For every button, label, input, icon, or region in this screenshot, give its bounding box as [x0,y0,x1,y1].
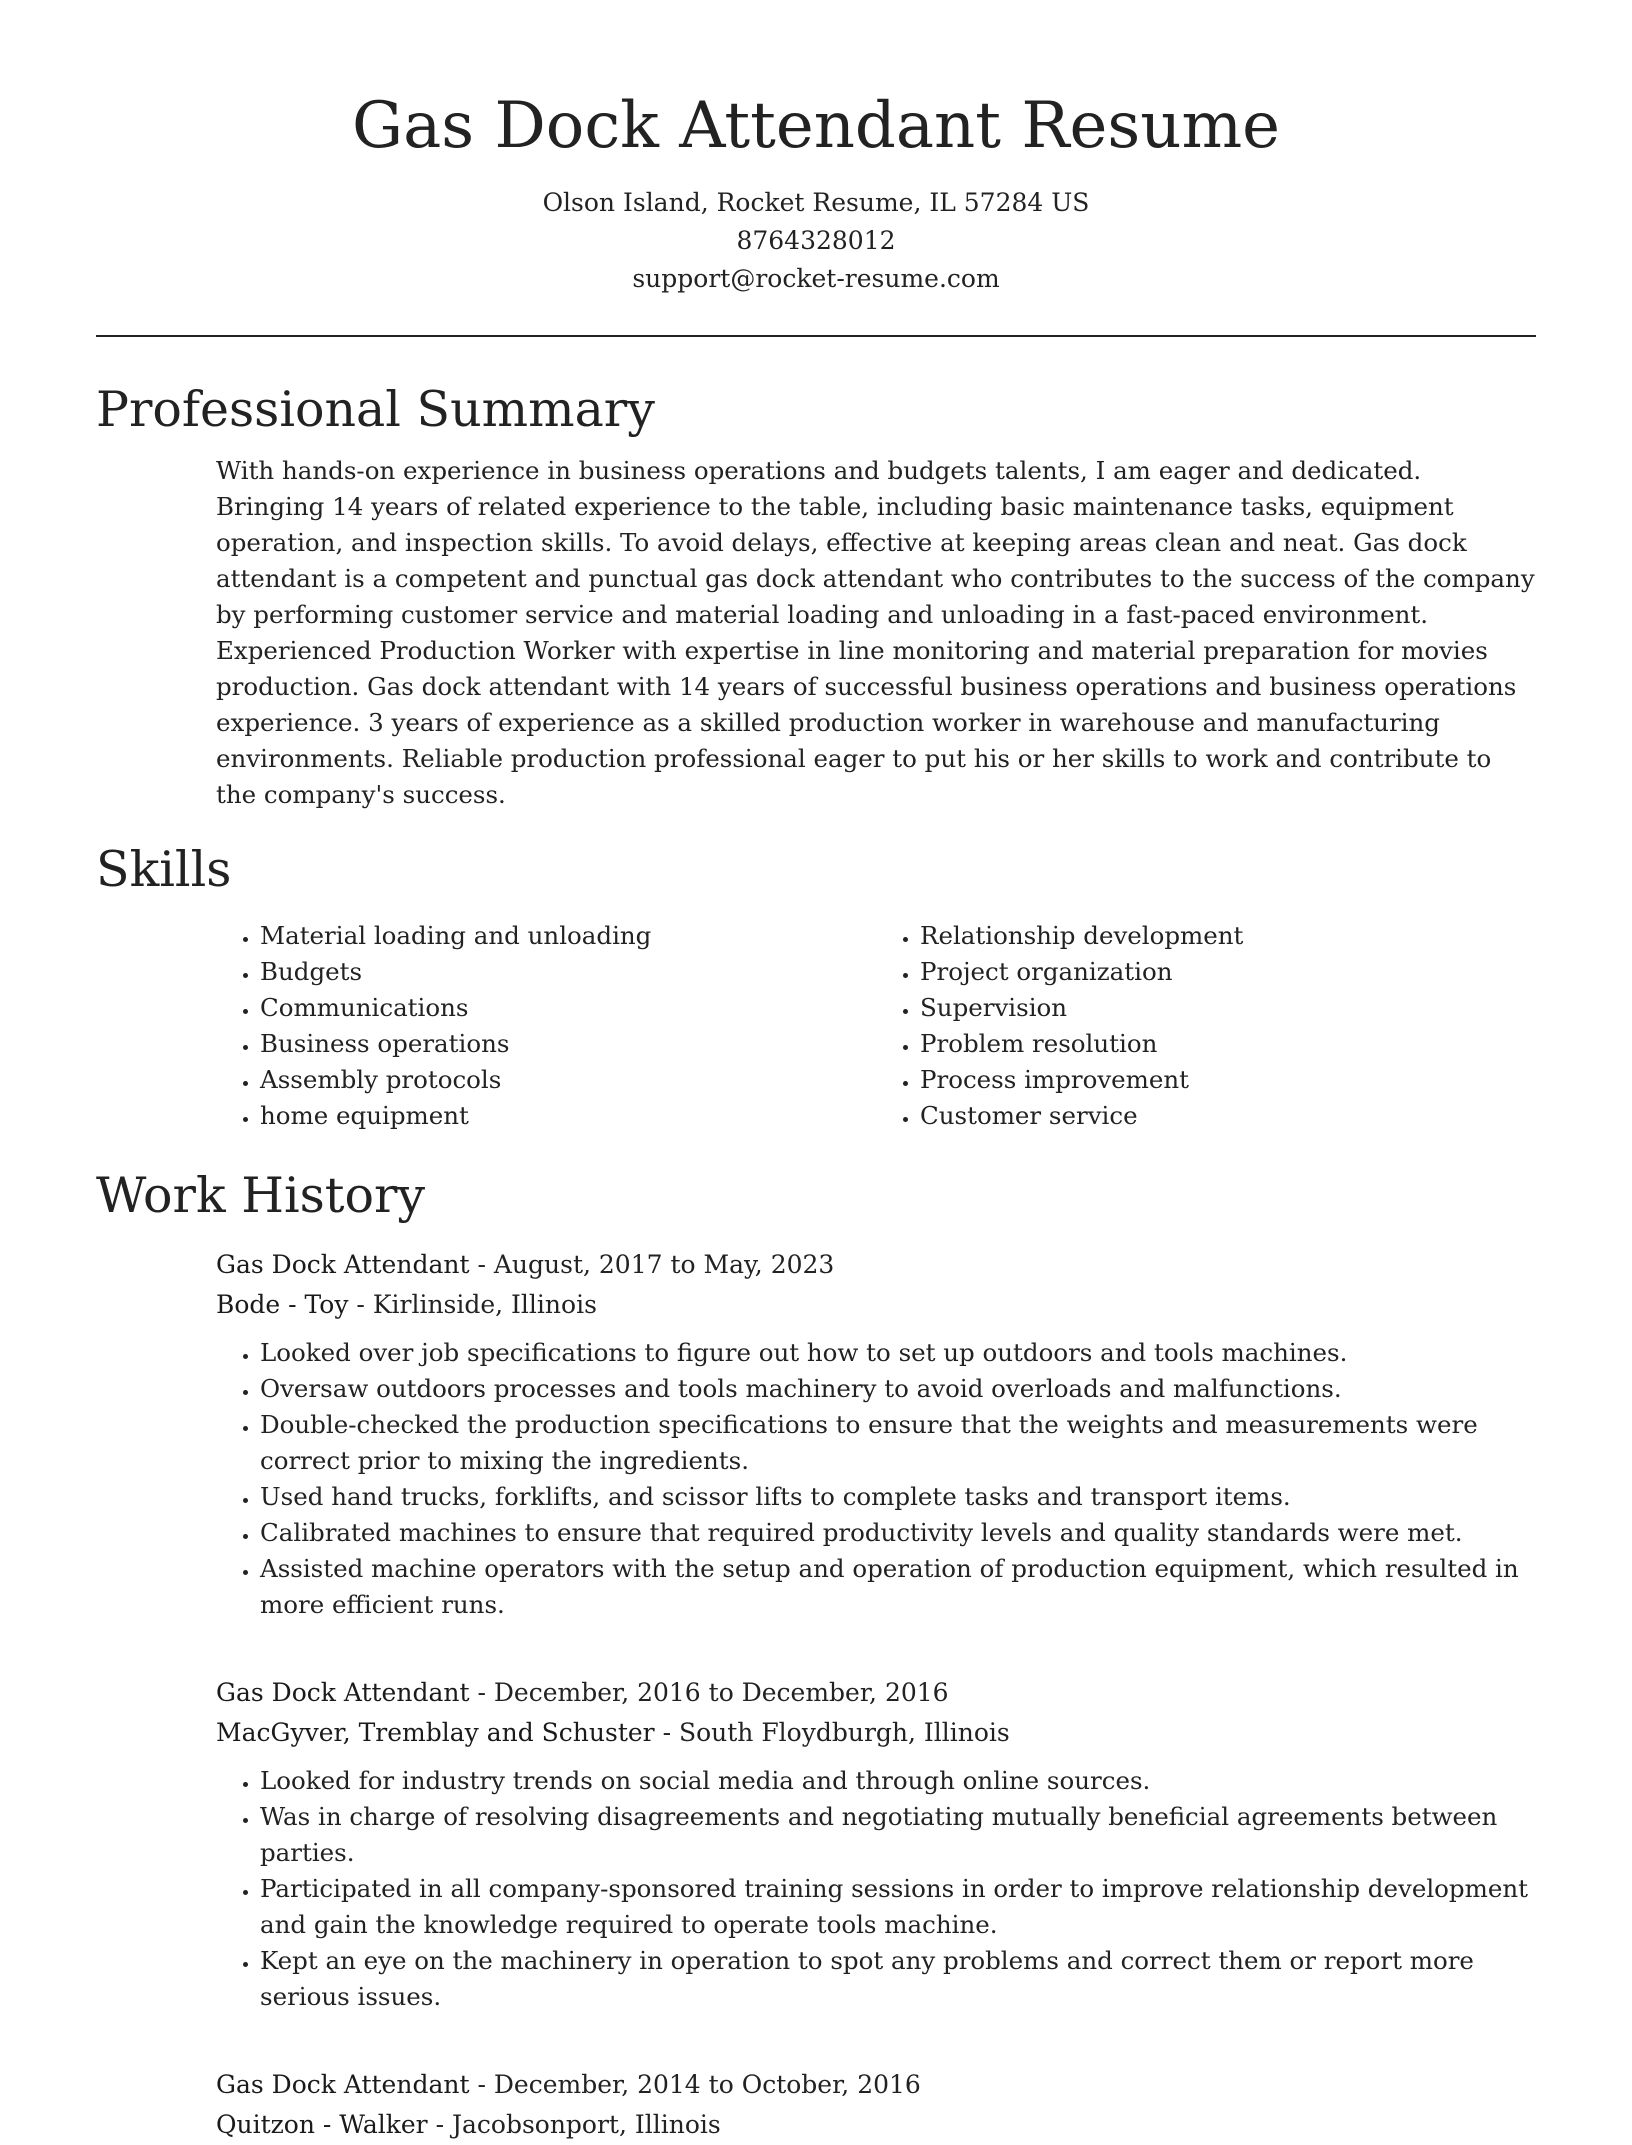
job-entry [216,2065,1536,2145]
job-company-line [216,1285,1536,1325]
job-company: Bode - Toy [216,1290,349,1319]
skill-item: • Communications [260,990,876,1026]
resume-header [96,0,1536,298]
resume-title: Gas Dock Attendant Resume [352,89,1280,163]
job-bullet: • Calibrated machines to ensure that required productivity levels and quality standards were met. [260,1515,1536,1551]
skill-item: • Material loading and unloading [260,918,876,954]
skill-item: • Process improvement [920,1062,1536,1098]
job-location: - Jacobsonport, Illinois [427,2110,721,2139]
job-location: - South Floydburgh, Illinois [654,1718,1010,1747]
skills-list-left [216,918,876,1134]
job-title-line [216,1245,1536,1285]
skills-grid [216,918,1536,1134]
job-company-line [216,2105,1536,2145]
work-history-list [216,1245,1536,2145]
work-history-heading: Work History [96,1167,426,1224]
contact-phone: 8764328012 [736,226,896,255]
job-bullet: • Was in charge of resolving disagreements and negotiating mutually beneficial agreements between parties. [260,1799,1536,1871]
job-entry [216,1673,1536,2015]
job-bullets [216,1763,1536,2015]
skill-item: • Budgets [260,954,876,990]
job-bullet: • Kept an eye on the machinery in operation to spot any problems and correct them or report more serious issues. [260,1943,1536,2015]
contact-address: Olson Island, Rocket Resume, IL 57284 US [542,188,1090,217]
job-bullet: • Oversaw outdoors processes and tools machinery to avoid overloads and malfunctions. [260,1371,1536,1407]
job-bullet: • Looked over job specifications to figure out how to set up outdoors and tools machines. [260,1335,1536,1371]
skill-item: • home equipment [260,1098,876,1134]
skills-heading: Skills [96,841,232,898]
skill-item: • Supervision [920,990,1536,1026]
job-bullet: • Used hand trucks, forklifts, and scissor lifts to complete tasks and transport items. [260,1479,1536,1515]
skill-item: • Problem resolution [920,1026,1536,1062]
summary-heading: Professional Summary [96,381,655,438]
skill-item: • Customer service [920,1098,1536,1134]
job-bullet: • Participated in all company-sponsored training sessions in order to improve relationship development and gain the knowledge required to operate tools machine. [260,1871,1536,1943]
skill-item: • Assembly protocols [260,1062,876,1098]
job-entry [216,1245,1536,1623]
job-dates: - August, 2017 to May, 2023 [469,1250,835,1279]
job-title-line [216,1673,1536,1713]
job-company: Quitzon - Walker [216,2110,428,2139]
job-company: MacGyver, Tremblay and Schuster [216,1718,655,1747]
job-title-line [216,2065,1536,2105]
job-company-line [216,1713,1536,1753]
job-role: Gas Dock Attendant [216,2070,470,2099]
job-dates: - December, 2016 to December, 2016 [469,1678,949,1707]
skills-list-right [876,918,1536,1134]
job-dates: - December, 2014 to October, 2016 [469,2070,921,2099]
job-bullets [216,1335,1536,1623]
job-bullet: • Assisted machine operators with the setup and operation of production equipment, which resulted in more efficient runs. [260,1551,1536,1623]
job-bullet: • Looked for industry trends on social media and through online sources. [260,1763,1536,1799]
job-location: - Kirlinside, Illinois [348,1290,597,1319]
summary-text: With hands-on experience in business operations and budgets talents, I am eager and dedicated. Bringing 14 years of related experience to the table, including basic maintenance tasks, equipment operation, and inspection skills. To avoid delays, effective at keeping areas clean and neat. Gas dock attendant is a competent and punctual gas dock attendant who contributes to the success of the company by performing customer service and material loading and unloading in a fast-paced environment. Experienced Production Worker with expertise in line monitoring and material preparation for movies production. Gas dock attendant with 14 years of successful business operations and business operations experience. 3 years of experience as a skilled production worker in warehouse and manufacturing environments. Reliable production professional eager to put his or her skills to work and contribute to the company's success. [216,456,1535,809]
job-bullet: • Double-checked the production specifications to ensure that the weights and measurements were correct prior to mixing the ingredients. [260,1407,1536,1479]
header-divider [96,335,1536,337]
job-role: Gas Dock Attendant [216,1250,470,1279]
skill-item: • Relationship development [920,918,1536,954]
contact-block [96,184,1536,298]
job-role: Gas Dock Attendant [216,1678,470,1707]
contact-email: support@rocket-resume.com [632,264,1000,293]
skill-item: • Project organization [920,954,1536,990]
resume-page [96,0,1536,2145]
skill-item: • Business operations [260,1026,876,1062]
